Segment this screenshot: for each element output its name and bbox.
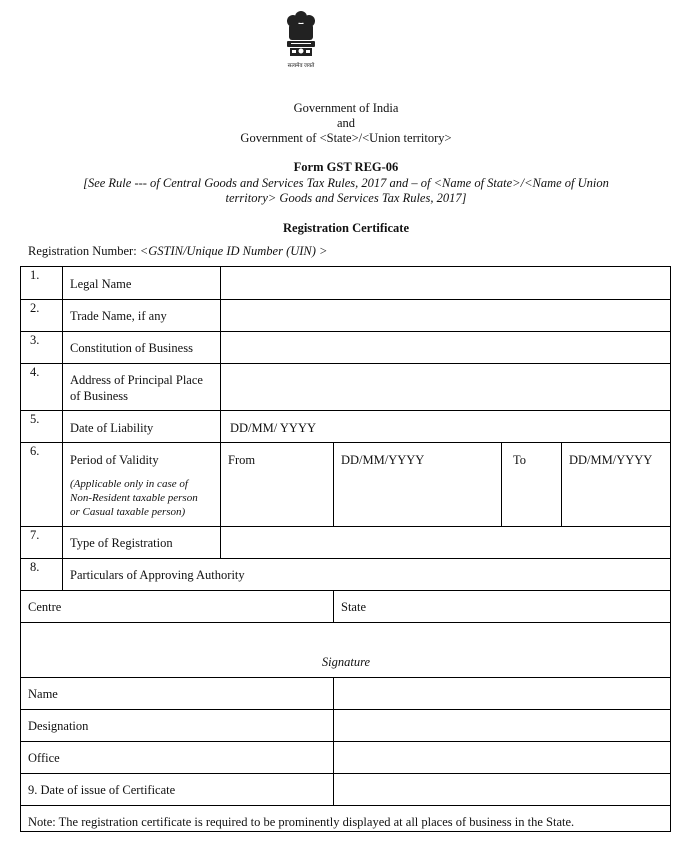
date-of-liability-label: Date of Liability — [70, 421, 154, 435]
reg-number-label: Registration Number: — [28, 244, 140, 258]
row-number: 1. — [30, 268, 40, 282]
row-number: 3. — [30, 333, 40, 347]
rule-line-1: [See Rule --- of Central Goods and Services Tax Rules, 2017 and – of <Name of State>/<Name of Union — [83, 176, 609, 190]
emblem-motto: सत्यमेव जयते — [287, 63, 315, 69]
govt-india-line: Government of India — [293, 101, 399, 115]
validity-note-line-3: or Casual taxable person) — [70, 506, 186, 518]
to-label: To — [513, 453, 527, 467]
to-value: DD/MM/YYYY — [569, 453, 653, 467]
state-label: State — [341, 600, 366, 614]
designation-label: Designation — [28, 719, 89, 733]
display-note: Note: The registration certificate is required to be prominently displayed at all places of business in the State. — [28, 815, 575, 829]
date-of-issue-label: 9. Date of issue of Certificate — [28, 783, 176, 797]
constitution-label: Constitution of Business — [70, 341, 193, 355]
date-of-liability-value: DD/MM/ YYYY — [230, 421, 316, 435]
period-of-validity-label: Period of Validity — [70, 453, 159, 467]
from-value: DD/MM/YYYY — [341, 453, 425, 467]
address-label-cont: of Business — [70, 389, 128, 403]
and-line: and — [336, 116, 356, 130]
row-number: 8. — [30, 560, 40, 574]
certificate-title: Registration Certificate — [283, 221, 409, 235]
validity-note-line-1: (Applicable only in case of — [70, 478, 188, 490]
validity-note-line-2: Non-Resident taxable person — [70, 492, 198, 504]
centre-label: Centre — [28, 600, 62, 614]
name-label: Name — [28, 687, 58, 701]
rule-line-2: territory> Goods and Services Tax Rules, 2017] — [225, 191, 467, 205]
row-number: 2. — [30, 301, 40, 315]
type-of-registration-label: Type of Registration — [70, 536, 173, 550]
legal-name-label: Legal Name — [70, 277, 132, 291]
row-number: 4. — [30, 365, 40, 379]
reg-number-value: <GSTIN/Unique ID Number (UIN) > — [139, 244, 328, 258]
office-label: Office — [28, 751, 60, 765]
govt-state-line: Government of <State>/<Union territory> — [240, 131, 452, 145]
row-number: 6. — [30, 444, 40, 458]
address-label: Address of Principal Place — [70, 373, 203, 387]
from-label: From — [228, 453, 256, 467]
approving-authority-label: Particulars of Approving Authority — [70, 568, 245, 582]
signature-label: Signature — [321, 655, 371, 669]
form-title: Form GST REG-06 — [293, 160, 399, 174]
row-number: 5. — [30, 412, 40, 426]
registration-number — [28, 244, 328, 259]
trade-name-label: Trade Name, if any — [70, 309, 167, 323]
row-number: 7. — [30, 528, 40, 542]
